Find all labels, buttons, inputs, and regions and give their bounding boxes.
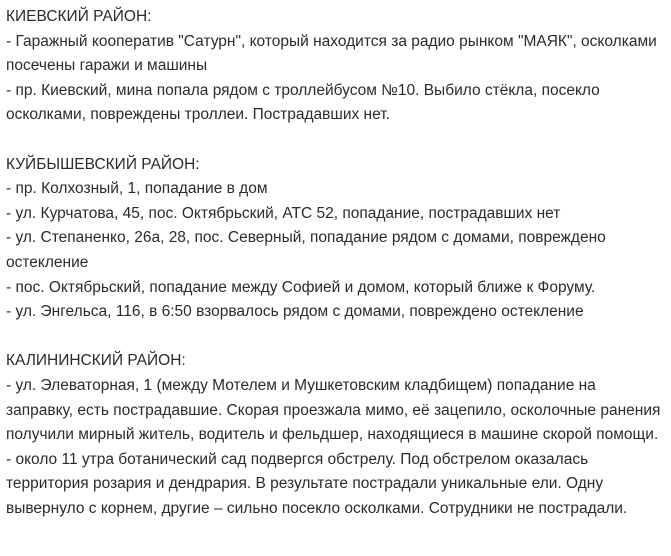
list-item: - Гаражный кооператив "Сатурн", который находится за радио рынком "МАЯК", осколками посечены гаражи и машины	[6, 32, 657, 75]
section-kievsky	[6, 5, 665, 128]
section-title: КАЛИНИНСКИЙ РАЙОН:	[6, 352, 186, 370]
list-item: - пос. Октябрьский, попадание между Софией и домом, который ближе к Форуму.	[6, 278, 596, 296]
list-item: - около 11 утра ботанический сад подвергся обстрелу. Под обстрелом оказалась территория розария и дендрария. В результате пострадали уникальные ели. Одну вывернуло с корнем, другие – сильно посекло осколками. Сотрудники не пострадали.	[6, 450, 628, 517]
list-item: - ул. Энгельса, 116, в 6:50 взорвалось рядом с домами, повреждено остекление	[6, 303, 584, 321]
list-item: - пр. Киевский, мина попала рядом с троллейбусом №10. Выбило стёкла, посекло осколками, повреждены троллеи. Пострадавших нет.	[6, 81, 600, 124]
section-title: КИЕВСКИЙ РАЙОН:	[6, 8, 152, 25]
section-kalininsky	[6, 349, 665, 521]
section-title: КУЙБЫШЕВСКИЙ РАЙОН:	[6, 155, 200, 173]
list-item: - ул. Курчатова, 45, пос. Октябрьский, АТС 52, попадание, пострадавших нет	[6, 204, 561, 222]
list-item: - ул. Элеваторная, 1 (между Мотелем и Мушкетовским кладбищем) попадание на заправку, есть пострадавшие. Скорая проезжала мимо, её зацепило, осколочные ранения получили мирный житель, водитель и фельдшер, находящиеся в машине скорой помощи.	[6, 376, 661, 444]
list-item: - пр. Колхозный, 1, попадание в дом	[6, 180, 268, 198]
section-kuibyshevsky	[6, 153, 665, 325]
list-item: - ул. Степаненко, 26а, 28, пос. Северный, попадание рядом с домами, повреждено остекление	[6, 229, 606, 271]
